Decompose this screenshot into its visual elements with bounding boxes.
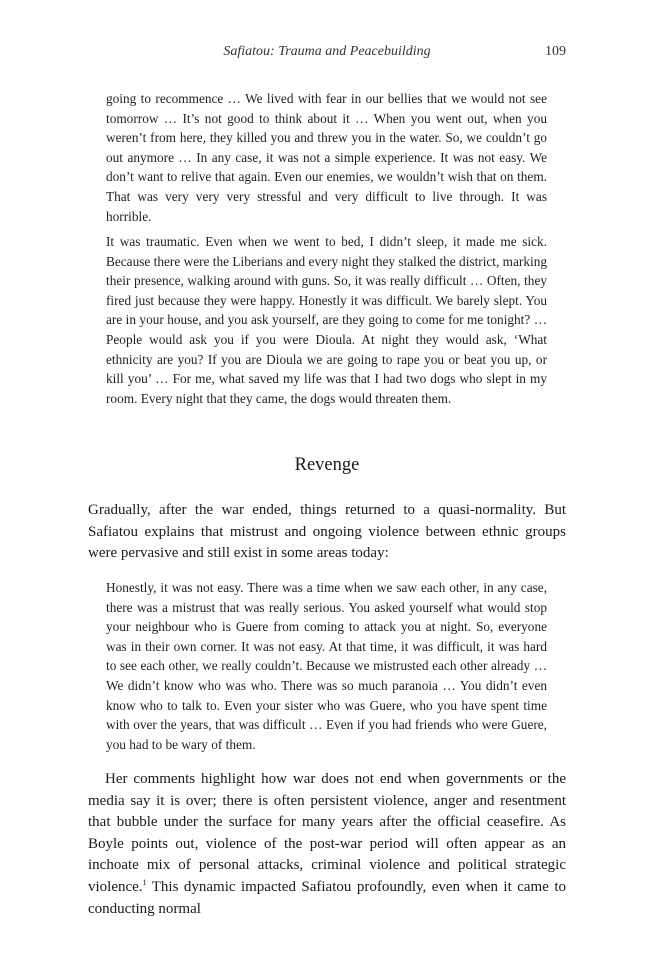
running-title: Safiatou: Trauma and Peacebuilding: [223, 44, 431, 59]
block-quote-2: It was traumatic. Even when we went to bed, I didn’t sleep, it made me sick. Because there were the Liberians and every night they stalked the district, marking their presence, walking around with guns. So, it was really difficult … Often, they fired just because they were happy. Honestly it was difficult. We barely slept. You are in your house, and you ask yourself, are they going to come for me tonight? … People would ask you if you were Dioula. At night they would ask, ‘What ethnicity are you? If you are Dioula we are going to rape you or beat you up, or kill you’ … For me, what saved my life was that I had two dogs who slept in my room. Every night that they came, the dogs would threaten them.: [106, 234, 547, 406]
paragraph-text: Her comments highlight how war does not end when governments or the media say it is over; there is often persistent violence, anger and resentment that bubble under the surface for many years after the official ceasefire. As Boyle points out, violence of the post-war period will often appear as an inchoate mix of personal attacks, criminal violence and political strategic violence.: [88, 771, 566, 895]
body-paragraph-2: [88, 769, 566, 920]
running-head: [88, 44, 566, 66]
block-quote-3: Honestly, it was not easy. There was a time when we saw each other, in any case, there was a mistrust that was really serious. You asked yourself what would stop your neighbour who is Guere from coming to attack you at night. So, everyone was in their own corner. It was not easy. At that time, it was difficult, it was hard to see each other, we really couldn’t. Because we mistrusted each other already … We didn’t know who was who. There was so much paranoia … You didn’t even know who to talk to. Even your sister who was Guere, who you have spent time with over the years, that was difficult … Even if you had friends who were Guere, you had to be wary of them.: [106, 580, 547, 752]
section-heading: Revenge: [294, 455, 360, 475]
footnote-marker[interactable]: 1: [142, 877, 147, 887]
page-number: 109: [545, 44, 566, 59]
block-quote-1: going to recommence … We lived with fear in our bellies that we would not see tomorrow … It’s not good to think about it … When you went out, when you weren’t from here, they killed you and threw you in the water. So, we couldn’t go out anymore … In any case, it was not a simple experience. It was not easy. We don’t want to relive that again. Even our enemies, we wouldn’t wish that on them. That was very very very stressful and very difficult to live through. It was horrible.: [106, 91, 547, 224]
body-paragraph-1: Gradually, after the war ended, things returned to a quasi-normality. But Safiatou explains that mistrust and ongoing violence between ethnic groups were pervasive and still exist in some areas today:: [88, 502, 566, 562]
paragraph-text-continued: This dynamic impacted Safiatou profoundly, even when it came to conducting normal: [88, 878, 566, 917]
